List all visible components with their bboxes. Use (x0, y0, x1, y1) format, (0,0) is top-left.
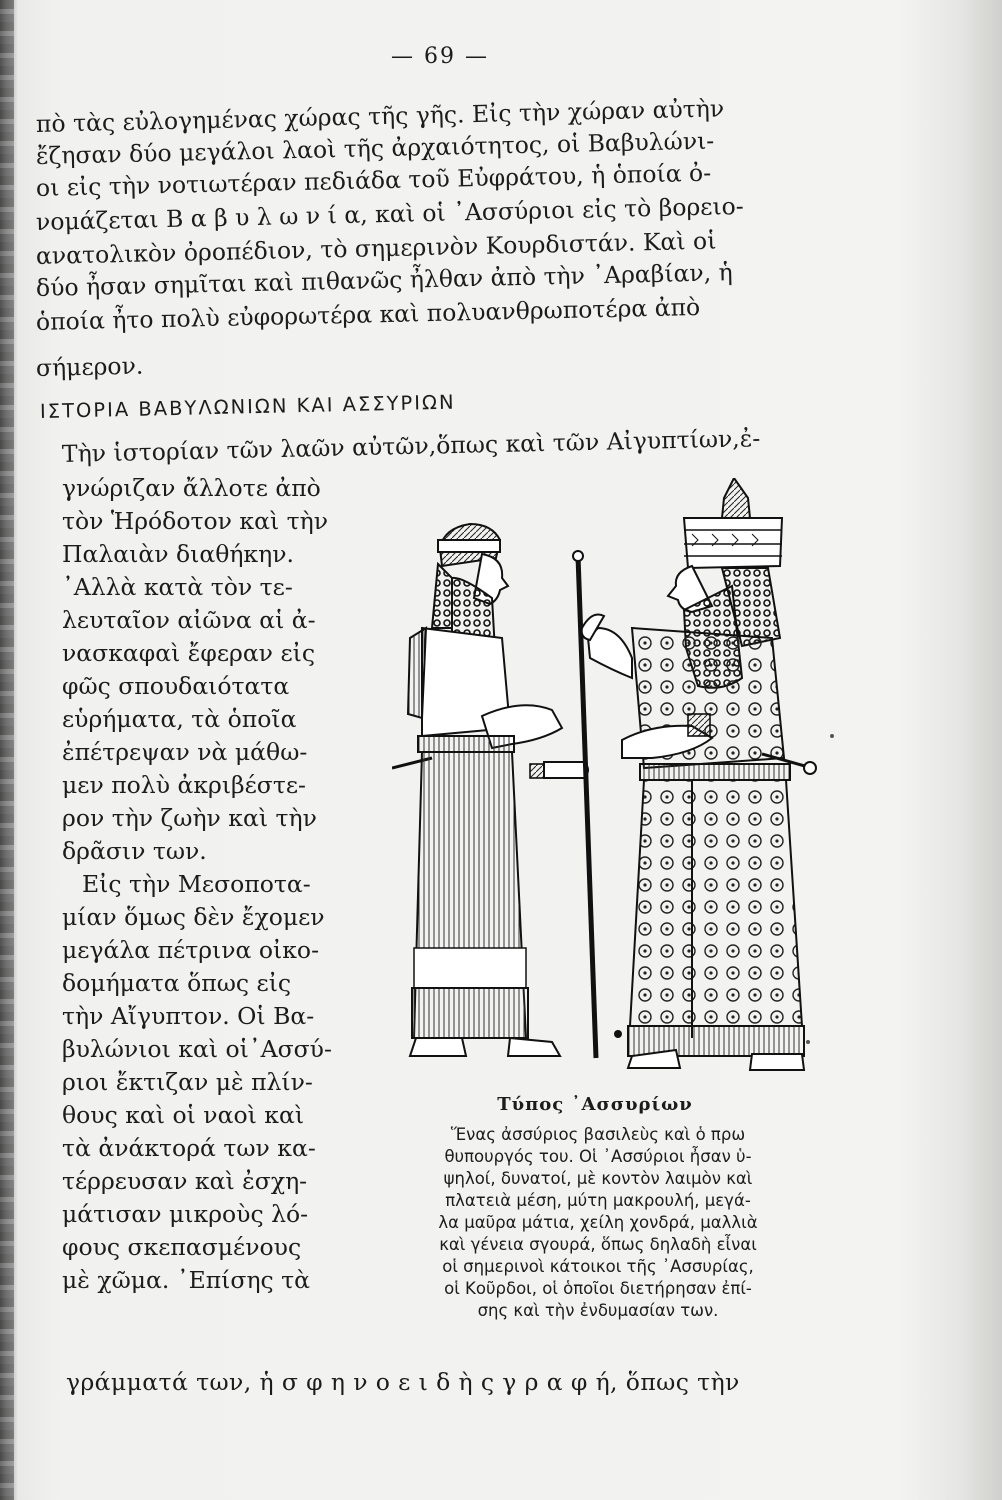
caption-line: ψηλοί, δυνατοί, μὲ κοντὸν λαιμὸν καὶ (443, 1169, 753, 1188)
column-line: φῶς σπουδαιότατα (62, 672, 290, 700)
caption-line: πλατειὰ μέση, μύτη μακρουλή, μεγά- (445, 1191, 751, 1210)
intro-line: Τὴν ἱστορίαν τῶν λαῶν αὐτῶν,ὅπως καὶ τῶν Αἰγυπτίων,ἐ- (61, 424, 761, 468)
column-line: φους σκεπασμένους (62, 1233, 302, 1261)
caption-line: Ἕνας ἀσσύριος βασιλεὺς καὶ ὁ πρω (450, 1125, 746, 1144)
column-line: μεν πολὺ ἀκριβέστε- (62, 771, 306, 799)
illustration-caption (380, 1124, 816, 1322)
column-line: Εἰς τὴν Μεσοποτα- (82, 870, 311, 898)
column-line: νασκαφαὶ ἔφεραν εἰς (62, 639, 315, 667)
column-line: δομήματα ὅπως εἰς (62, 969, 292, 997)
text-line: ανατολικὸν ὀροπέδιον, τὸ σημερινὸν Κουρδιστάν. Καὶ οἱ (35, 226, 717, 270)
caption-line: θυπουργός του. Οἱ ᾿Ασσύριοι ἦσαν ὑ- (444, 1147, 752, 1166)
text-line: ἔζησαν δύο μεγάλοι λαοὶ τῆς ἀρχαιότητος, οἱ Βαβυλώνι- (35, 126, 715, 170)
page-number: — 69 — (391, 44, 489, 69)
text-line: ὁποία ἦτο πολὺ εὐφορωτέρα καὶ πολυανθρωποτέρα ἀπὸ (35, 292, 701, 336)
column-line: τέρρευσαν καὶ ἐσχη- (62, 1167, 308, 1195)
column-line: ριοι ἔκτιζαν μὲ πλίν- (62, 1068, 313, 1096)
column-line: μίαν ὅμως δὲν ἔχομεν (62, 903, 325, 931)
column-line: γνώριζαν ἄλλοτε ἀπὸ (62, 474, 321, 502)
column-line: μὲ χῶμα. ᾿Επίσης τὰ (62, 1266, 311, 1294)
king-figure (582, 478, 816, 1070)
column-line: λευταῖον αἰῶνα αἱ ἀ- (62, 606, 316, 634)
text-line: νομάζεται Β α β υ λ ω ν ί α, καὶ οἱ ᾿Ασσύριοι εἰς τὸ βορειο- (35, 191, 745, 236)
caption-line: λα μαῦρα μάτια, χείλη χονδρά, μαλλιὰ (438, 1213, 758, 1232)
column-line: Παλαιὰν διαθήκην. (62, 540, 294, 568)
column-line: ἐπέτρεψαν νὰ μάθω- (62, 738, 308, 766)
print-speck (830, 734, 834, 738)
left-text-column (62, 472, 367, 1297)
print-speck (806, 1040, 810, 1044)
column-line: τὴν Αἴγυπτον. Οἱ Βα- (62, 1002, 315, 1030)
text-line: σήμερον. (35, 351, 144, 382)
column-line: ρον τὴν ζωὴν καὶ τὴν (62, 804, 317, 832)
column-line: τὰ ἀνάκτορά των κα- (62, 1134, 316, 1162)
column-line: μάτισαν μικροὺς λό- (62, 1200, 309, 1228)
column-line: μεγάλα πέτρινα οἰκο- (62, 936, 320, 964)
column-line: βυλώνιοι καὶ οἱ᾿Ασσύ- (62, 1035, 332, 1063)
text-line: δύο ἦσαν σημῖται καὶ πιθανῶς ἦλθαν ἀπὸ τὴν ᾿Αραβίαν, ἡ (35, 258, 733, 302)
column-line: θους καὶ οἱ ναοὶ καὶ (62, 1101, 305, 1129)
column-line: δρᾶσιν των. (62, 837, 207, 865)
illustration-caption-title: Τύπος ᾿Ασσυρίων (497, 1094, 693, 1115)
caption-line: οἱ Κοῦρδοι, οἱ ὁποῖοι διετήρησαν ἐπί- (444, 1279, 752, 1298)
caption-line: σης καὶ τὴν ἐνδυμασίαν των. (477, 1301, 719, 1320)
book-spine-edge (0, 0, 14, 1500)
column-line: εὑρήματα, τὰ ὁποῖα (62, 705, 297, 733)
caption-line: οἱ σημερινοὶ κάτοικοι τῆς ᾿Ασσυρίας, (442, 1257, 754, 1276)
column-line: τὸν Ἡρόδοτον καὶ τὴν (62, 507, 328, 535)
minister-figure (392, 524, 588, 1056)
final-text-line: γράμματά των, ἡ σ φ η ν ο ε ι δ ὴ ς γ ρ α φ ή, ὅπως τὴν (66, 1368, 740, 1396)
section-heading: ΙΣΤΟΡΙΑ ΒΑΒΥΛΩΝΙΩΝ ΚΑΙ ΑΣΣΥΡΙΩΝ (39, 390, 456, 423)
text-line: οι εἰς τὴν νοτιωτέραν πεδιάδα τοῦ Εὐφράτου, ἡ ὁποία ὀ- (35, 158, 712, 202)
text-line: πὸ τὰς εὐλογημένας χώρας τῆς γῆς. Εἰς τὴν χώραν αὐτὴν (35, 94, 725, 138)
caption-line: καὶ γένεια σγουρά, ὅπως δηλαδὴ εἶναι (439, 1235, 757, 1254)
column-line: ᾿Αλλὰ κατὰ τὸν τε- (62, 573, 293, 601)
assyrian-figures-illustration (392, 478, 822, 1084)
